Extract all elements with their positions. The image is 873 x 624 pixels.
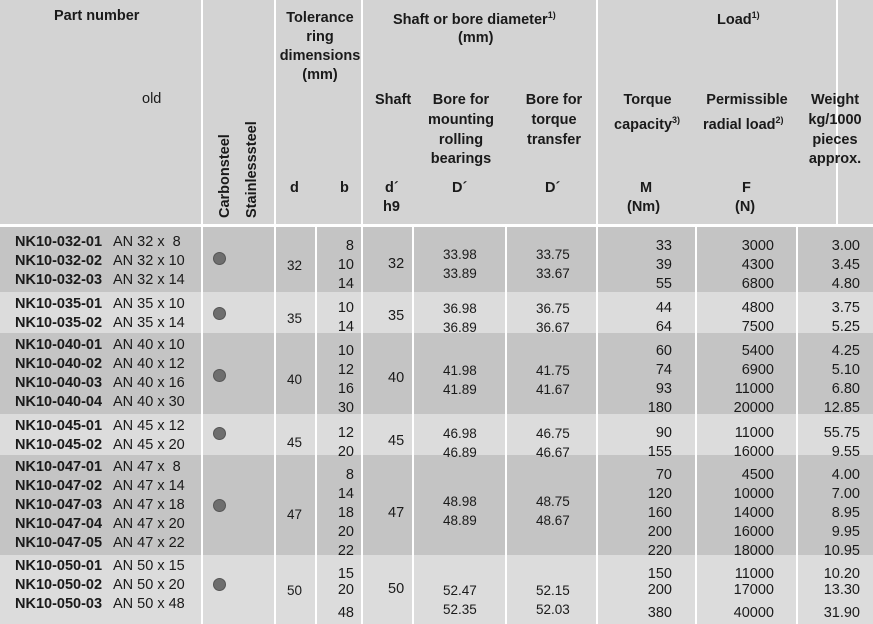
part-number: NK10-035-02 — [15, 315, 103, 331]
weight-2: kg/1000 — [808, 112, 862, 128]
weight-value: 8.95 — [831, 505, 860, 521]
torque-capacity-2: capacity$^{3)}$ — [614, 115, 681, 133]
b-value: 10 — [337, 300, 354, 316]
weight-value: 5.10 — [831, 362, 860, 378]
bore-torque-value: 41.75 — [536, 363, 570, 378]
old-designation: AN 40 x 10 — [113, 337, 185, 353]
torque-value: 160 — [647, 505, 672, 521]
d-value: 50 — [287, 583, 303, 598]
old-designation: AN 40 x 30 — [113, 394, 185, 410]
torque-value: 200 — [647, 524, 672, 540]
old-designation: AN 35 x 14 — [113, 315, 185, 331]
torque-value: 44 — [655, 300, 672, 316]
weight-4: approx. — [808, 151, 862, 167]
bore-mounting-4: bearings — [430, 151, 492, 167]
part-number: NK10-032-01 — [15, 234, 103, 250]
shaft-value: 32 — [388, 256, 405, 272]
old-designation: AN 32 x 10 — [113, 253, 185, 269]
bore-torque-value: 46.67 — [536, 445, 570, 460]
load-value: 11000 — [734, 425, 774, 441]
torque-value: 155 — [647, 444, 672, 460]
weight-value: 12.85 — [823, 400, 860, 416]
weight-value: 31.90 — [823, 605, 860, 621]
header-divider — [0, 224, 873, 226]
part-number: NK10-047-05 — [15, 535, 103, 551]
bore-torque-value: 46.75 — [536, 426, 570, 441]
torque-value: 150 — [647, 566, 672, 582]
bore-torque-value: 36.67 — [536, 320, 570, 335]
bore-mount-value: 48.89 — [443, 513, 477, 528]
column-divider — [315, 227, 317, 624]
part-number: NK10-032-02 — [15, 253, 103, 269]
old-designation: AN 47 x 18 — [113, 497, 185, 513]
bore-torque-value: 41.67 — [536, 382, 570, 397]
load-value: 17000 — [733, 582, 774, 598]
D-prime-mount-header: D´ — [452, 180, 468, 196]
old-designation: AN 40 x 16 — [113, 375, 185, 391]
torque-capacity-1: Torque — [623, 92, 672, 108]
b-value: 10 — [337, 343, 354, 359]
column-divider — [201, 227, 203, 624]
torque-value: 380 — [647, 605, 672, 621]
weight-3: pieces — [812, 132, 858, 148]
d-value: 40 — [287, 372, 303, 387]
part-number: NK10-040-03 — [15, 375, 103, 391]
column-divider — [361, 227, 363, 624]
load-value: 5400 — [741, 343, 774, 359]
b-value: 12 — [337, 362, 354, 378]
b-value: 22 — [337, 543, 354, 559]
carbonsteel-dot — [213, 252, 226, 265]
torque-value: 90 — [655, 425, 672, 441]
b-value: 8 — [345, 238, 354, 254]
shaft-header: Shaft — [375, 92, 412, 108]
torque-value: 93 — [655, 381, 672, 397]
bore-torque-value: 52.03 — [536, 602, 570, 617]
load-value: 10000 — [733, 486, 774, 502]
load-value: 4500 — [741, 467, 774, 483]
old-designation: AN 47 x 8 — [113, 459, 181, 475]
load-value: 11000 — [734, 566, 774, 582]
bore-mount-value: 33.98 — [443, 247, 477, 262]
weight-value: 7.00 — [831, 486, 860, 502]
torque-value: 39 — [655, 257, 672, 273]
load-value: 18000 — [733, 543, 774, 559]
torque-value: 180 — [647, 400, 672, 416]
weight-value: 4.00 — [831, 467, 860, 483]
carbonsteel-dot — [213, 499, 226, 512]
shaft-value: 45 — [388, 433, 405, 449]
load-value: 6800 — [741, 276, 774, 292]
weight-value: 3.45 — [831, 257, 860, 273]
part-number: NK10-045-01 — [15, 418, 103, 434]
F-header: F — [742, 180, 751, 196]
carbonsteel-dot — [213, 307, 226, 320]
old-designation: AN 35 x 10 — [113, 296, 185, 312]
bore-mounting-3: rolling — [438, 132, 484, 148]
bore-mount-value: 41.89 — [443, 382, 477, 397]
bore-mount-value: 36.89 — [443, 320, 477, 335]
bore-torque-value: 48.75 — [536, 494, 570, 509]
torque-value: 74 — [655, 362, 672, 378]
shaft-value: 50 — [388, 581, 405, 597]
carbonsteel-dot — [213, 369, 226, 382]
column-divider — [796, 227, 798, 624]
part-number: NK10-047-04 — [15, 516, 103, 532]
load-value: 7500 — [741, 319, 774, 335]
torque-value: 33 — [655, 238, 672, 254]
weight-value: 55.75 — [823, 425, 860, 441]
torque-value: 60 — [655, 343, 672, 359]
weight-value: 3.00 — [831, 238, 860, 254]
part-number: NK10-045-02 — [15, 437, 103, 453]
weight-value: 3.75 — [831, 300, 860, 316]
b-header: b — [340, 180, 349, 196]
load-value: 14000 — [733, 505, 774, 521]
b-value: 20 — [337, 444, 354, 460]
weight-value: 5.25 — [831, 319, 860, 335]
bore-torque-2: torque — [531, 112, 577, 128]
permissible-1: Permissible — [706, 92, 788, 108]
bore-mounting-1: Bore for — [432, 92, 490, 108]
torque-value: 120 — [647, 486, 672, 502]
b-value: 14 — [337, 486, 354, 502]
column-divider — [695, 227, 697, 624]
b-value: 20 — [337, 524, 354, 540]
load-value: 20000 — [733, 400, 774, 416]
b-value: 30 — [337, 400, 354, 416]
d-value: 35 — [287, 311, 303, 326]
shaft-value: 40 — [388, 370, 405, 386]
part-number: NK10-040-04 — [15, 394, 103, 410]
b-value: 18 — [337, 505, 354, 521]
old-designation: AN 32 x 14 — [113, 272, 185, 288]
d-value: 47 — [287, 507, 303, 522]
weight-value: 10.95 — [823, 543, 860, 559]
shaft-value: 47 — [388, 505, 405, 521]
load-value: 16000 — [733, 524, 774, 540]
load-value: 11000 — [734, 381, 774, 397]
b-value: 48 — [337, 605, 354, 621]
tolerance-header-3: dimensions — [279, 48, 361, 64]
old-header: old — [142, 91, 162, 107]
tolerance-header-1: Tolerance — [286, 10, 354, 26]
old-designation: AN 47 x 20 — [113, 516, 185, 532]
column-divider — [596, 227, 598, 624]
weight-value: 4.80 — [831, 276, 860, 292]
bore-mounting-2: mounting — [427, 112, 495, 128]
stainlesssteel-header: Stainlesssteel — [244, 121, 260, 218]
load-value: 4300 — [741, 257, 774, 273]
shaft-value: 35 — [388, 308, 405, 324]
old-designation: AN 40 x 12 — [113, 356, 185, 372]
part-number: NK10-050-02 — [15, 577, 103, 593]
column-divider — [505, 227, 507, 624]
part-number: NK10-035-01 — [15, 296, 103, 312]
bore-torque-value: 33.67 — [536, 266, 570, 281]
part-number: NK10-040-01 — [15, 337, 103, 353]
bore-mount-value: 52.47 — [443, 583, 477, 598]
shaft-bore-header: Shaft or bore diameter$^{1)}$ — [393, 10, 556, 28]
d-header: d — [290, 180, 299, 196]
carbonsteel-dot — [213, 578, 226, 591]
torque-value: 64 — [655, 319, 672, 335]
tolerance-header-4: (mm) — [302, 67, 338, 83]
weight-value: 6.80 — [831, 381, 860, 397]
b-value: 20 — [337, 582, 354, 598]
old-designation: AN 45 x 20 — [113, 437, 185, 453]
load-value: 3000 — [741, 238, 774, 254]
b-value: 8 — [345, 467, 354, 483]
N-header: (N) — [735, 199, 756, 215]
torque-value: 220 — [647, 543, 672, 559]
D-prime-torque-header: D´ — [545, 180, 561, 196]
part-number: NK10-047-02 — [15, 478, 103, 494]
weight-1: Weight — [810, 92, 860, 108]
tolerance-header-2: ring — [306, 29, 334, 45]
b-value: 12 — [337, 425, 354, 441]
d-prime-header: d´ — [385, 180, 399, 196]
load-value: 4800 — [741, 300, 774, 316]
bore-torque-value: 36.75 — [536, 301, 570, 316]
load-value: 40000 — [733, 605, 774, 621]
part-number: NK10-040-02 — [15, 356, 103, 372]
bore-mount-value: 46.98 — [443, 426, 477, 441]
torque-value: 200 — [647, 582, 672, 598]
old-designation: AN 50 x 15 — [113, 558, 185, 574]
torque-value: 55 — [655, 276, 672, 292]
part-number: NK10-032-03 — [15, 272, 103, 288]
b-value: 14 — [337, 319, 354, 335]
M-header: M — [640, 180, 653, 196]
old-designation: AN 50 x 48 — [113, 596, 185, 612]
bore-torque-value: 52.15 — [536, 583, 570, 598]
weight-value: 10.20 — [823, 566, 860, 582]
weight-value: 9.95 — [831, 524, 860, 540]
part-number-header: Part number — [54, 8, 140, 24]
carbonsteel-header: Carbonsteel — [217, 134, 233, 218]
part-number: NK10-050-01 — [15, 558, 103, 574]
weight-value: 4.25 — [831, 343, 860, 359]
old-designation: AN 32 x 8 — [113, 234, 181, 250]
bore-mount-value: 48.98 — [443, 494, 477, 509]
h9-header: h9 — [383, 199, 400, 215]
bore-mount-value: 33.89 — [443, 266, 477, 281]
old-designation: AN 50 x 20 — [113, 577, 185, 593]
bore-torque-value: 48.67 — [536, 513, 570, 528]
weight-value: 13.30 — [823, 582, 860, 598]
bore-torque-value: 33.75 — [536, 247, 570, 262]
carbonsteel-dot — [213, 427, 226, 440]
mm-header: (mm) — [458, 30, 494, 46]
bore-mount-value: 41.98 — [443, 363, 477, 378]
part-number: NK10-047-01 — [15, 459, 103, 475]
b-value: 15 — [337, 566, 354, 582]
column-divider — [412, 227, 414, 624]
permissible-2: radial load$^{2)}$ — [703, 115, 784, 133]
column-divider — [274, 227, 276, 624]
part-number: NK10-050-03 — [15, 596, 103, 612]
bore-mount-value: 52.35 — [443, 602, 477, 617]
old-designation: AN 45 x 12 — [113, 418, 185, 434]
load-value: 16000 — [733, 444, 774, 460]
weight-value: 9.55 — [831, 444, 860, 460]
Nm-header: (Nm) — [627, 199, 661, 215]
load-value: 6900 — [741, 362, 774, 378]
old-designation: AN 47 x 14 — [113, 478, 185, 494]
bore-torque-1: Bore for — [525, 92, 583, 108]
torque-value: 70 — [655, 467, 672, 483]
b-value: 14 — [337, 276, 354, 292]
load-header: Load$^{1)}$ — [717, 10, 760, 28]
d-value: 45 — [287, 435, 303, 450]
b-value: 16 — [337, 381, 354, 397]
bore-mount-value: 46.89 — [443, 445, 477, 460]
old-designation: AN 47 x 22 — [113, 535, 185, 551]
bore-mount-value: 36.98 — [443, 301, 477, 316]
b-value: 10 — [337, 257, 354, 273]
bore-torque-3: transfer — [527, 132, 581, 148]
d-value: 32 — [287, 258, 303, 273]
part-number: NK10-047-03 — [15, 497, 103, 513]
